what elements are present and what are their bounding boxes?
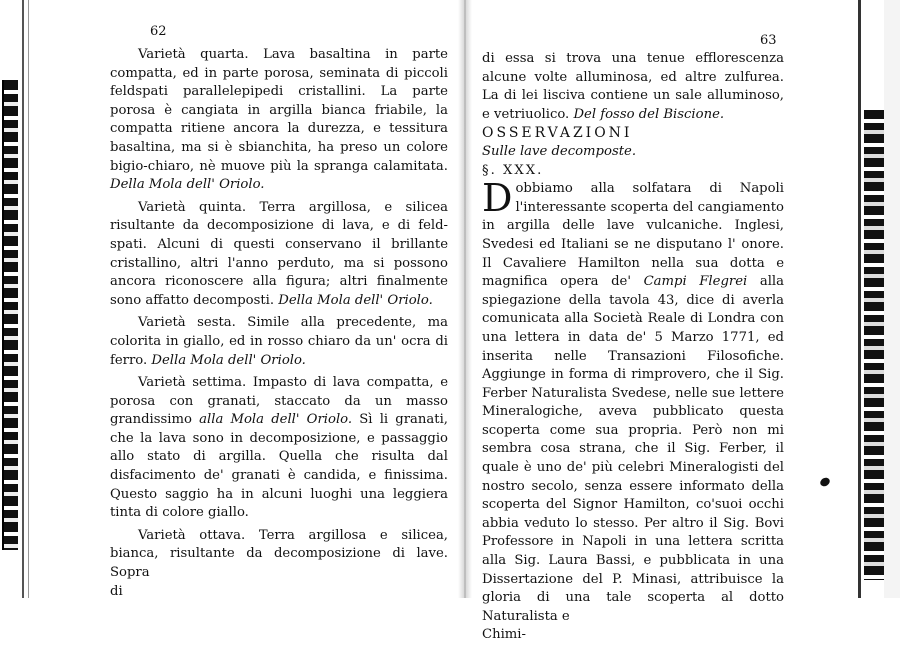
variety-text: Lava basaltina in parte compatta, ed in parte porosa, seminata di piccoli feldspati parallelepipedi cristallini. La parte porosa è cangiata in argilla bianca friabile, la compatta ritiene ancora la durezza, e tessitura basaltina, ma si è sbianchita, ha preso un colore bigio-chiaro, nè muove più la spranga calamitata. [110, 47, 448, 174]
right-opening-paragraph [482, 50, 784, 124]
section-body [482, 176, 784, 626]
left-binding [0, 40, 18, 550]
right-catchword: Chimi- [482, 627, 526, 643]
right-binding [864, 110, 884, 580]
variety-label: Varietà ottava. [138, 527, 246, 543]
section-subheading: Sulle lave decomposte. [482, 143, 637, 159]
right-page-number: 63 [760, 33, 777, 48]
variety-label: Varietà quinta. [138, 199, 247, 215]
variety-text: Terra argillosa, e silicea risultante da decomposizione di lava, e di feld-spati. Alcuni di questi conservano il brillante cristallino, altri l'anno perduto, ma si possono ancora riconoscere alla figura; altri finalmente sono affatto decomposti. [110, 199, 448, 308]
variety-label: Varietà sesta. [138, 315, 236, 331]
left-page-edge [22, 0, 24, 598]
variety-location: Della Mola dell' Oriolo. [278, 292, 433, 308]
left-page [110, 46, 448, 601]
right-page [482, 50, 784, 645]
section-heading: OSSERVAZIONI [482, 125, 633, 142]
variety-location: Della Mola dell' Oriolo. [151, 352, 306, 368]
ink-blot [819, 476, 832, 488]
paragraph-varieta-settima [110, 374, 448, 523]
opening-text: di essa si trova una tenue efflorescenza alcune volte alluminosa, ed altre zulfurea. La di lei lisciva contiene un sale alluminoso, e vetriuolico. [482, 51, 784, 122]
right-page-edge [858, 0, 861, 598]
left-catchword: di [110, 583, 123, 599]
body-text-start: obbiamo alla solfatara di Napoli l'interessante scoperta del cangiamento in argilla delle lave vulcaniche. Inglesi, Svedesi ed Italiani se ne disputano l' onore. Il Cavaliere Hamilton nella sua dotta e magnifica opera de' [482, 181, 784, 290]
book-gutter [458, 0, 472, 598]
paragraph-varieta-quarta [110, 46, 448, 195]
work-title: Campi Flegrei [643, 274, 748, 290]
drop-cap: D [482, 176, 513, 221]
body-text-rest: alla spiegazione della tavola 43, dice di averla comunicata alla Società Reale di Londra con una lettera in data de' 5 Marzo 1771, ed inserita nelle Transazioni Filosofiche. Aggiunge in forma di rimprovero, che il Sig. Ferber Naturalista Svedese, nelle sue lettere Mineralogiche, aveva pubblicato questa scoperta come sua propria. Però non mi sembra cosa strana, che il Sig. Ferber, il quale è uno de' più celebri Mineralogisti del nostro secolo, senza essere informato della scoperta del Signor Hamilton, co'suoi occhi abbia veduto lo stesso. Per altro il Sig. Bovi Professore in Napoli in una lettera scritta alla Sig. Laura Bassi, e pubblicata in una Dissertazione del P. Minasi, attribuisce la gloria di una tale scoperta al dotto Naturalista e [482, 274, 784, 624]
left-page-edge-inner [28, 0, 29, 598]
left-page-number: 62 [150, 24, 167, 39]
variety-location: Della Mola dell' Oriolo. [110, 177, 265, 193]
variety-text: Terra argillosa e silicea, bianca, risultante da decomposizione di lave. Sopra [110, 527, 448, 581]
opening-location: Del fosso del Biscione. [573, 106, 725, 122]
variety-text-continued: Sì li granati, che la lava sono in decomposizione, e passaggio allo stato di argilla. Quella che risulta dal disfacimento de' granati è candida, e finissima. Questo saggio ha in alcuni luoghi una leggiera tinta di colore giallo. [110, 412, 448, 521]
variety-text: Simile alla precedente, ma colorita in giallo, ed in rosso chiaro da un' ocra di ferro. [110, 315, 448, 368]
paragraph-varieta-ottava [110, 527, 448, 583]
right-margin [884, 0, 900, 598]
variety-label: Varietà quarta. [138, 47, 249, 62]
variety-text: Impasto di lava compatta, e porosa con granati, staccato da un masso grandissimo [110, 375, 448, 428]
left-binding-strip [2, 80, 18, 550]
paragraph-varieta-sesta [110, 314, 448, 370]
paragraph-varieta-quinta [110, 199, 448, 311]
variety-location: alla Mola dell' Oriolo. [199, 412, 353, 428]
section-number: §. XXX. [482, 162, 544, 178]
variety-label: Varietà settima. [138, 375, 247, 391]
